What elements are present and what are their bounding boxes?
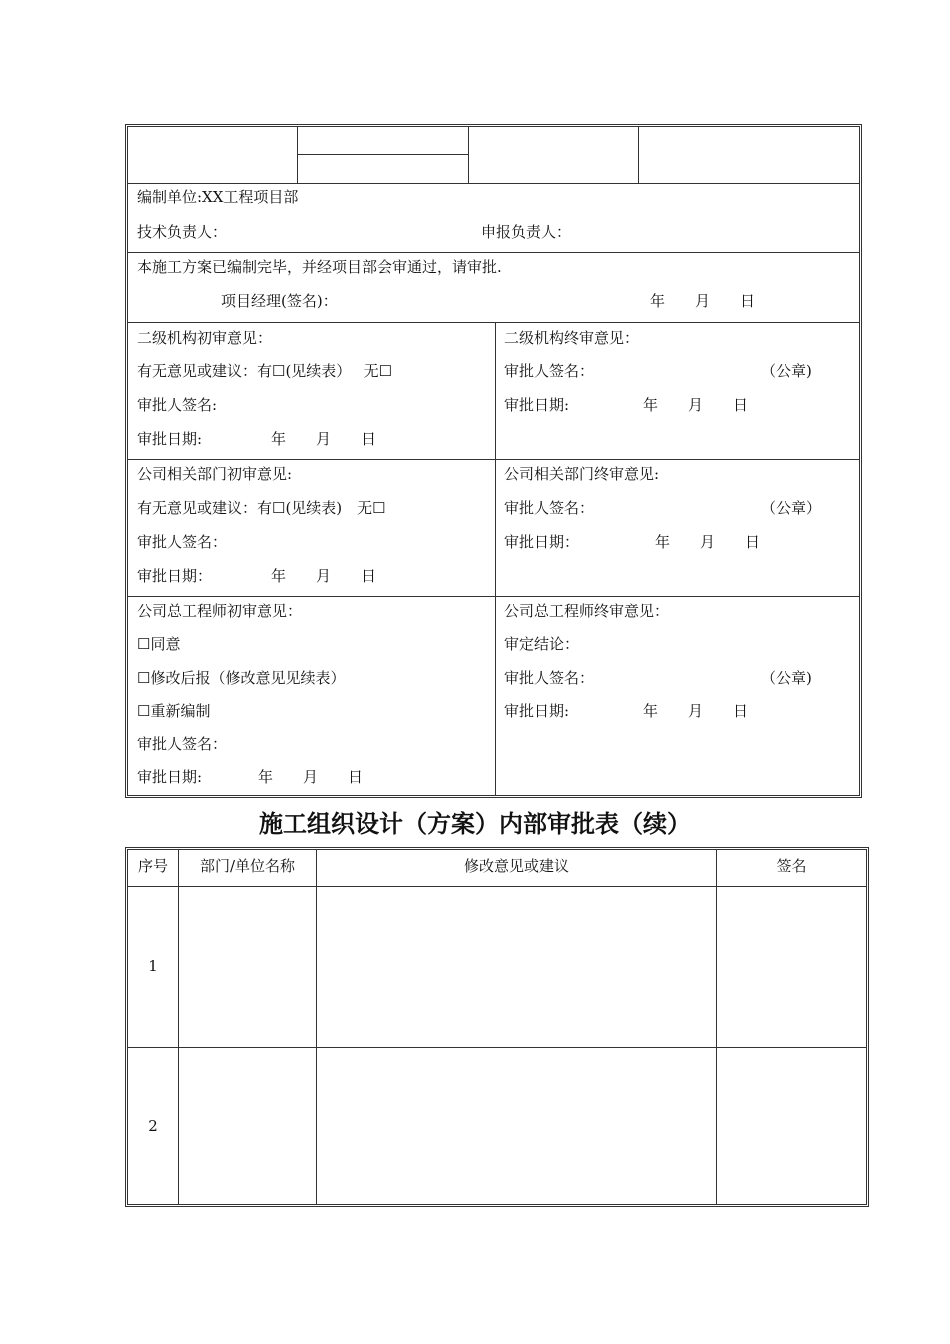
dept-final-heading: 公司相关部门终审意见: bbox=[504, 465, 660, 483]
pm-date: 年 月 日 bbox=[650, 292, 756, 310]
tech-lead-label: 技术负责人： bbox=[137, 223, 228, 241]
dept-final-date: 年 月 日 bbox=[655, 533, 761, 551]
row-divider bbox=[128, 322, 859, 323]
intro-text: 本施工方案已编制完毕，并经项目部会审通过，请审批. bbox=[137, 258, 502, 276]
header-seq: 序号 bbox=[137, 857, 168, 875]
chief-initial-heading: 公司总工程师初审意见： bbox=[137, 602, 303, 620]
column-divider bbox=[468, 127, 469, 183]
column-divider bbox=[297, 127, 298, 183]
secondary-final-seal: （公章) bbox=[761, 362, 812, 380]
chief-final-seal: （公章) bbox=[761, 669, 812, 687]
column-divider bbox=[638, 127, 639, 183]
chief-final-date: 年 月 日 bbox=[643, 702, 749, 720]
column-divider bbox=[716, 850, 717, 1204]
chief-option-redo: ☐重新编制 bbox=[137, 702, 211, 720]
row-divider bbox=[128, 596, 859, 597]
dept-initial-date: 年 月 日 bbox=[271, 567, 377, 585]
secondary-initial-signer: 审批人签名: bbox=[137, 396, 218, 414]
row-divider bbox=[128, 886, 866, 887]
row-divider bbox=[128, 183, 859, 184]
dept-initial-date-label: 审批日期： bbox=[137, 567, 213, 585]
secondary-final-date-label: 审批日期: bbox=[504, 396, 570, 414]
chief-option-agree: ☐同意 bbox=[137, 635, 181, 653]
chief-initial-date-label: 审批日期: bbox=[137, 768, 203, 786]
chief-initial-signer: 审批人签名： bbox=[137, 735, 228, 753]
row-divider bbox=[297, 154, 468, 155]
column-divider bbox=[178, 850, 179, 1204]
secondary-final-date: 年 月 日 bbox=[643, 396, 749, 414]
dept-initial-opinion: 有无意见或建议：有☐(见续表) 无☐ bbox=[137, 499, 386, 517]
header-dept-name: 部门/单位名称 bbox=[199, 857, 296, 875]
dept-initial-signer: 审批人签名： bbox=[137, 533, 228, 551]
header-opinion: 修改意见或建议 bbox=[463, 857, 569, 875]
column-divider bbox=[316, 850, 317, 1204]
table-row-number: 2 bbox=[148, 1117, 158, 1135]
chief-final-heading: 公司总工程师终审意见： bbox=[504, 602, 670, 620]
chief-initial-date: 年 月 日 bbox=[258, 768, 364, 786]
declarant-label: 申报负责人： bbox=[481, 223, 572, 241]
header-signature: 签名 bbox=[776, 857, 807, 875]
secondary-initial-date-label: 审批日期: bbox=[137, 430, 203, 448]
secondary-initial-date: 年 月 日 bbox=[271, 430, 377, 448]
dept-final-seal: （公章） bbox=[761, 499, 822, 517]
row-divider bbox=[128, 252, 859, 253]
secondary-final-signer: 审批人签名： bbox=[504, 362, 595, 380]
secondary-initial-opinion: 有无意见或建议：有☐(见续表） 无☐ bbox=[137, 362, 393, 380]
chief-final-signer: 审批人签名： bbox=[504, 669, 595, 687]
chief-final-date-label: 审批日期: bbox=[504, 702, 570, 720]
continuation-table bbox=[125, 847, 869, 1207]
compile-unit: 编制单位:XX工程项目部 bbox=[137, 188, 299, 206]
row-divider bbox=[128, 1047, 866, 1048]
chief-final-conclusion: 审定结论： bbox=[504, 635, 580, 653]
dept-initial-heading: 公司相关部门初审意见: bbox=[137, 465, 293, 483]
secondary-initial-heading: 二级机构初审意见： bbox=[137, 329, 273, 347]
column-divider bbox=[495, 322, 496, 795]
secondary-final-heading: 二级机构终审意见： bbox=[504, 329, 640, 347]
table-row-number: 1 bbox=[148, 957, 158, 975]
approval-form-table bbox=[125, 124, 862, 798]
continuation-title: 施工组织设计（方案）内部审批表（续） bbox=[259, 810, 691, 838]
row-divider bbox=[128, 459, 859, 460]
dept-final-date-label: 审批日期： bbox=[504, 533, 580, 551]
pm-signature-label: 项目经理(签名)： bbox=[221, 292, 338, 310]
chief-option-revise: ☐修改后报（修改意见见续表） bbox=[137, 669, 346, 687]
dept-final-signer: 审批人签名： bbox=[504, 499, 595, 517]
